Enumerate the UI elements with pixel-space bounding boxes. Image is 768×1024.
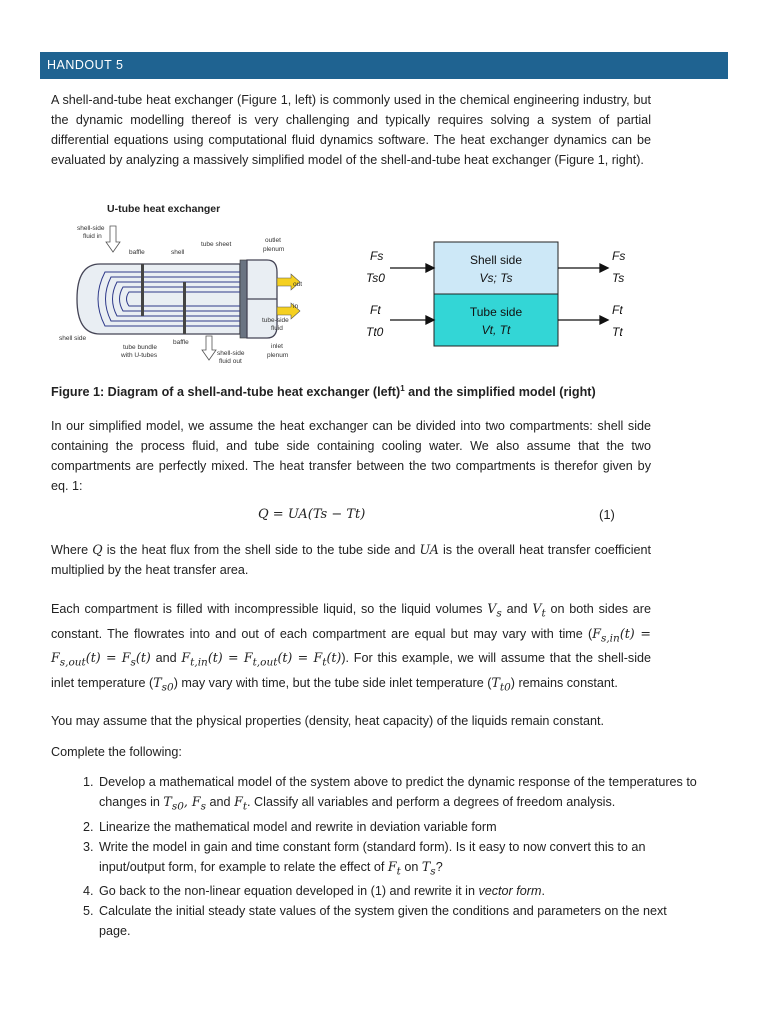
shell-out-flow: Fs [612,249,626,263]
shell-out-temp: Ts [612,271,625,285]
shell-inlet-arrow [106,226,120,252]
compartment-paragraph: Each compartment is filled with incompressible liquid, so the liquid volumes $V_s$ and $V_t$ on both sides are constant. The flowrates into and out of each compartment are equal but may vary with time ($F_{s,in}(t) = F_{s,out}(t) = F_s(t)$ and $F_{t,in}(t) = F_{t,out}(t) = F_t(t)$). For this example, we will assume that the shell-side inlet temperature $(T_{s0})$ may vary with time, but the tube side inlet temperature $(T_{t0})$ remains constant. [51,601,652,694]
shell-side-label: shell side [59,335,87,342]
tube-in-flow: Ft [370,303,381,317]
task-list [51,772,701,941]
handout-banner [40,52,728,79]
inlet-plenum-label: inlet [271,343,283,350]
tube-sheet [240,260,247,338]
out-label: out [293,281,303,288]
shell-in-temp: Ts0 [366,271,385,285]
svg-text:plenum: plenum [267,352,289,359]
baffle-upper [141,264,144,316]
model-paragraph: In our simplified model, we assume the heat exchanger can be divided into two compartments: shell side containing the process fluid, and tube side containing cooling water. We also assume that the two compartments are perfectly mixed. The heat transfer between the two compartments is therefor given by eq. 1: [51,419,651,493]
u-tube-heat-exchanger-diagram [55,196,325,368]
shell-side-fluid-out-label: shell-side [217,350,245,357]
svg-text:with U-tubes: with U-tubes [121,352,158,359]
task-item-3: 3. Write the model in gain and time constant form (standard form). Is it easy to now convert this to an input/output form, for example to relate the effect of $F_t$ on $T_s$? [97,837,701,882]
shell-in-flow: Fs [370,249,384,263]
intro-paragraph: A shell-and-tube heat exchanger (Figure 1, left) is commonly used in the chemical engineering industry, but the dynamic modelling thereof is very challenging and typically requires solving a system of partial differential equations using computational fluid dynamics software. The heat exchanger dynamics can be evaluated by analyzing a massively simplified model of the shell-and-tube heat exchanger (Figure 1, right). [51,93,651,167]
where-paragraph: Where Q is the heat flux from the shell side to the tube side and UA is the overall heat transfer coefficient multiplied by the heat transfer area. [51,542,652,577]
baffle-bottom-label: baffle [173,339,189,346]
tube-side-title: Tube side [469,305,523,319]
tube-out-flow: Ft [612,303,623,317]
tube-side-fluid-label: tube-side [262,317,289,324]
baffle-lower [183,282,186,334]
shell-side-fluid-in-label: shell-side [77,225,105,232]
shell-label: shell [171,249,185,256]
task-item-4: 4. Go back to the non-linear equation developed in (1) and rewrite it in vector form. [97,881,701,901]
outlet-plenum-label: outlet [265,237,281,244]
shell-body [77,264,240,334]
shell-side-vars: Vs; Ts [479,271,513,285]
tube-in-temp: Tt0 [366,325,384,339]
u-tube-title: U-tube heat exchanger [107,203,221,215]
shell-side-box [434,242,558,294]
handout-label: HANDOUT 5 [47,58,124,72]
task-item-1: 1. Develop a mathematical model of the system above to predict the dynamic response of the temperatures to changes in $T_{s0}$, $F_s$ and $F_t$. Classify all variables and perform a degrees of freedom analysis. [97,772,701,817]
task-item-5: 5. Calculate the initial steady state values of the system given the conditions and parameters on the next page. [97,901,701,941]
tube-out-temp: Tt [612,325,623,339]
complete-heading: Complete the following: [51,745,182,759]
svg-text:fluid in: fluid in [83,233,102,240]
shell-outlet-arrow [202,336,216,360]
tube-sheet-label: tube sheet [201,241,232,248]
in-label: in [293,303,299,310]
equation-1: Q = UA(Ts − Tt) [258,507,366,522]
equation-number: (1) [599,507,615,522]
svg-text:fluid: fluid [271,325,283,332]
svg-text:plenum: plenum [263,246,285,253]
svg-text:fluid out: fluid out [219,358,242,365]
simplified-model-diagram [360,238,640,350]
tube-side-vars: Vt, Tt [481,323,511,337]
baffle-top-label: baffle [129,249,145,256]
shell-side-title: Shell side [469,253,523,267]
task-item-2: 2. Linearize the mathematical model and rewrite in deviation variable form [97,817,701,837]
figure-caption: Figure 1: Diagram of a shell-and-tube heat exchanger (left)$^1$ and the simplified model (right) [51,384,596,400]
properties-paragraph: You may assume that the physical properties (density, heat capacity) of the liquids remain constant. [51,714,605,728]
tube-side-box [434,294,558,346]
tube-bundle-label: tube bundle [123,344,157,351]
